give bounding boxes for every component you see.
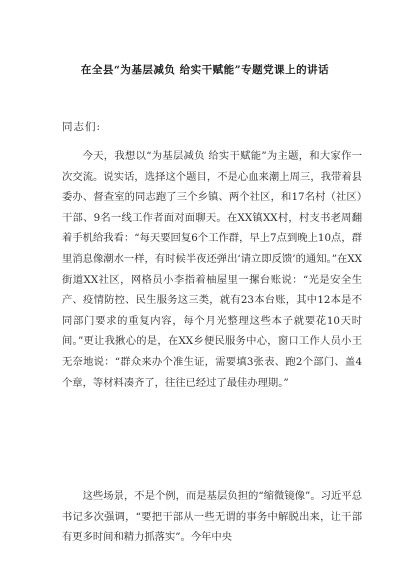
body-paragraph-1: 今天，我想以“为基层减负 给实干赋能”为主题，和大家作一次交流。说实话，选择这个题目，不是心血来潮上周三，我带着县委办、督查室的同志跑了三个乡镇、两个社区，和17名村（社区）干部、9名一线工作者面对面聊天。在XX镇XX村，村支书老周翻着手机给我看：“每天要回复6个工作群，早上7点到晚上10点，群里消息像潮水一样，有时候半夜还弹出‘请立即反馈’的通知。”在XX街道XX社区，网格员小李指着柚屋里一摞台账说：“光是安全生产、疫情防控、民生服务这三类，就有23本台账，其中12本是不同部门要求的重复内容，每个月光整理这些本子就要花10天时间。”更让我揪心的是，在XX乡便民服务中心，窗口工作人员小王无奈地说：“群众来办个准生证，需要填3张表、跑2个部门、盖4个章，等材料凑齐了，往往已经过了最佳办理期。” xyxy=(62,150,362,389)
document-title: 在全县“为基层减负 给实干赋能”专题党课上的讲话 xyxy=(80,64,330,76)
body-paragraph-2: 这些场景，不是个例，而是基层负担的“缩微镜像”。习近平总书记多次强调，“要把干部从一些无谓的事务中解脱出来，让干部有更多时间和精力抓落实”。今年中央 xyxy=(62,490,362,544)
salutation: 同志们: xyxy=(62,121,102,133)
